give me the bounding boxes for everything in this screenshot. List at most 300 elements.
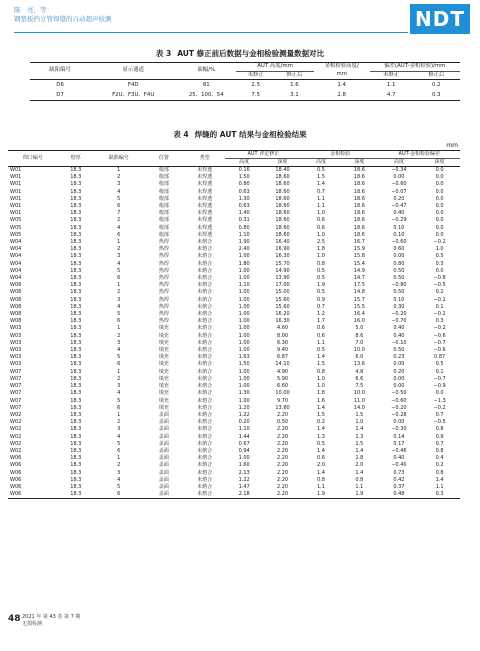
t4-cell-aut-height: 1.00: [238, 368, 250, 375]
t4-cell-aut-depth: 6.87: [276, 354, 289, 361]
t4-cell-position: 盖面: [158, 411, 169, 418]
t4-cell-met-depth: 1.4: [355, 426, 364, 433]
t4-cell-weld: W04: [10, 239, 22, 246]
t4-cell-defect: 6: [117, 275, 121, 282]
t4-cell-type: 未熔合: [197, 339, 213, 346]
t4-cell-thickness: 18.3: [70, 419, 82, 426]
t4-cell-type: 未熔合: [197, 469, 213, 476]
t4-cell-aut-depth: 18.60: [275, 203, 290, 210]
t4-cell-defect: 3: [117, 426, 121, 433]
t4-header-position: 位置: [144, 151, 185, 167]
t4-cell-aut-height: 1.22: [238, 476, 250, 483]
t4-cell-aut-depth: 18.60: [275, 217, 290, 224]
t4-cell-aut-height: 1.00: [238, 296, 250, 303]
table-row: [8, 289, 460, 296]
t4-cell-weld: W03: [10, 354, 22, 361]
t4-cell-defect: 5: [117, 483, 121, 490]
t3-header-mm: mm: [314, 71, 370, 80]
t4-cell-dev-height: 0.10: [393, 224, 405, 231]
t3-header-after: 修正后: [275, 71, 314, 80]
t4-cell-weld: W04: [10, 246, 22, 253]
t4-cell-dev-depth: −0.8: [433, 275, 446, 282]
t4-cell-type: 未熔合: [197, 347, 213, 354]
t4-header-depth-3: 深度: [419, 159, 460, 167]
t4-cell-met-depth: 1.1: [355, 483, 364, 490]
t4-cell-thickness: 18.3: [70, 397, 82, 404]
t4-cell-aut-depth: 16.20: [275, 311, 290, 318]
t4-cell-position: 盖面: [144, 491, 185, 499]
t4-cell-position: 填充: [158, 339, 169, 346]
t4-cell-aut-height: 1.00: [238, 267, 250, 274]
t4-cell-dev-height: −0.70: [391, 318, 407, 325]
table-row: [8, 203, 460, 210]
t4-cell-thickness: 18.3: [70, 325, 82, 332]
t4-cell-type: 未熔合: [197, 426, 213, 433]
t4-cell-weld: W01: [10, 174, 22, 181]
t4-cell-dev-depth: 0.7: [435, 440, 444, 447]
t4-cell-weld: W06: [8, 491, 58, 499]
t4-cell-met-depth: 1.4: [355, 447, 364, 454]
t4-cell-defect: 5: [117, 354, 121, 361]
t4-cell-position: 填充: [158, 347, 169, 354]
t4-cell-dev-height: 0.00: [393, 174, 405, 181]
t4-cell-met-height: 1.0: [316, 375, 325, 382]
t4-cell-met-height: 0.7: [316, 188, 325, 195]
journal-name: 无损检测: [22, 621, 43, 627]
t4-header-defect: 缺陷编号: [94, 151, 144, 167]
table-row: [8, 246, 460, 253]
t4-cell-dev-height: 0.17: [393, 440, 405, 447]
t4-cell-aut-height: 1.20: [238, 404, 250, 411]
t4-cell-aut-height: 1.00: [238, 318, 250, 325]
t4-cell-type: 未熔合: [197, 260, 213, 267]
t4-cell-met-height: 0.5: [316, 347, 325, 354]
t4-cell-weld: W02: [10, 411, 22, 418]
t4-cell-thickness: 18.3: [70, 411, 82, 418]
t4-cell-aut-height: 1.40: [238, 210, 250, 217]
t4-cell-dev-depth: −0.2: [433, 404, 446, 411]
t4-cell-weld: W03: [10, 361, 22, 368]
t4-cell-position: 填充: [158, 390, 169, 397]
t4-cell-defect: 6: [117, 404, 121, 411]
t4-cell-aut-height: 1.10: [238, 426, 250, 433]
t4-cell-aut-depth: 2.20: [276, 469, 289, 476]
t4-cell-type: 未熔合: [197, 289, 213, 296]
t4-cell-met-height: 1.4: [316, 404, 325, 411]
t4-cell-aut-depth: 2.20: [276, 483, 289, 490]
t4-cell-weld: W02: [10, 419, 22, 426]
t4-cell-weld: W07: [10, 390, 22, 397]
t4-cell-thickness: 18.3: [70, 347, 82, 354]
t4-cell-met-depth: 15.7: [353, 296, 365, 303]
t4-cell-dev-height: −0.60: [391, 181, 407, 188]
t4-cell-aut-depth: 16.30: [275, 318, 290, 325]
t4-cell-type: 未熔合: [197, 303, 213, 310]
t4-cell-position: 热焊: [158, 239, 169, 246]
t4-cell-defect: 3: [117, 383, 121, 390]
table4-title: 焊缝的 AUT 结果与金相检验结果: [194, 130, 307, 139]
t4-cell-weld: W05: [10, 231, 22, 238]
t4-cell-type: 未熔合: [184, 491, 225, 499]
header-rule: [14, 32, 408, 33]
table-row: [8, 232, 460, 239]
t4-cell-met-height: 1.4: [316, 447, 325, 454]
t4-cell-dev-depth: 0.0: [435, 188, 444, 195]
t4-cell-met-depth: 1.8: [355, 455, 364, 462]
table-row: [8, 311, 460, 318]
t4-cell-position: 热焊: [158, 260, 169, 267]
t4-cell-dev-depth: 0.3: [435, 260, 444, 267]
t4-cell-dev-height: 0.30: [393, 303, 405, 310]
t4-cell-thickness: 18.3: [70, 253, 82, 260]
t4-cell-thickness: 18.3: [70, 203, 82, 210]
t4-header-height-2: 高度: [302, 159, 340, 167]
t4-cell-dev-height: 0.00: [393, 375, 405, 382]
t3-cell-id: D7: [30, 90, 90, 101]
t4-cell-type: 未熔合: [197, 419, 213, 426]
table4-number: 表 4: [173, 130, 189, 139]
t4-cell-position: 填充: [158, 368, 169, 375]
t3-cell-channel: F4D: [127, 82, 139, 88]
t4-cell-position: 填充: [158, 332, 169, 339]
t4-cell-defect: 4: [117, 347, 121, 354]
t4-cell-defect: 3: [117, 181, 121, 188]
t4-cell-dev-depth: 0.0: [435, 174, 444, 181]
t4-cell-dev-height: −0.20: [391, 404, 407, 411]
t3-cell-fl: 25、100、54: [176, 90, 236, 101]
t4-cell-dev-height: −0.47: [391, 203, 407, 210]
t4-cell-aut-height: 1.00: [238, 397, 250, 404]
t3-cell-v3: 1.4: [337, 82, 346, 88]
t4-cell-defect: 1: [117, 455, 121, 462]
t4-cell-aut-depth: 18.60: [275, 231, 290, 238]
t4-cell-dev-depth: 0.3: [435, 318, 444, 325]
t4-cell-aut-depth: 18.60: [275, 210, 290, 217]
t4-cell-met-depth: 4.8: [355, 368, 364, 375]
t4-cell-aut-height: 0.80: [238, 224, 250, 231]
t4-cell-defect: 1: [117, 239, 121, 246]
t4-cell-aut-height: 1.00: [238, 332, 250, 339]
table4-unit: mm: [446, 142, 458, 149]
t4-cell-thickness: 18.3: [70, 188, 82, 195]
t4-cell-position: 热焊: [158, 303, 169, 310]
t4-cell-dev-depth: −0.2: [433, 239, 446, 246]
table-row: [8, 426, 460, 433]
t4-cell-dev-depth: −0.1: [433, 296, 446, 303]
t4-cell-met-depth: 18.6: [353, 203, 365, 210]
t4-cell-defect: 2: [117, 174, 121, 181]
t4-cell-type: 未熔合: [197, 404, 213, 411]
t4-cell-position: 填充: [158, 325, 169, 332]
t4-cell-aut-depth: 18.60: [275, 188, 290, 195]
t4-cell-met-depth: 0.8: [355, 476, 364, 483]
t4-cell-aut-depth: 14.10: [275, 361, 290, 368]
t4-cell-dev-depth: 1.4: [435, 476, 444, 483]
t4-cell-aut-height: 0.94: [238, 447, 250, 454]
t4-cell-type: 未熔合: [197, 296, 213, 303]
t4-cell-thickness: 18.3: [70, 404, 82, 411]
t4-cell-met-depth: 6.6: [355, 375, 364, 382]
table4-body: [8, 167, 460, 499]
t4-cell-aut-depth: 2.20: [276, 440, 289, 447]
t4-cell-dev-height: −0.34: [391, 167, 407, 173]
t4-cell-dev-depth: 0.0: [435, 203, 444, 210]
t4-cell-dev-depth: 0.0: [435, 267, 444, 274]
t4-cell-thickness: 18.3: [70, 447, 82, 454]
t4-cell-defect: 4: [117, 433, 121, 440]
t4-cell-met-height: 2.5: [316, 239, 325, 246]
t4-cell-aut-height: 2.18: [225, 491, 263, 499]
t4-cell-dev-depth: −0.5: [433, 282, 446, 289]
t4-cell-met-depth: 1.5: [355, 411, 364, 418]
t4-cell-met-height: 1.4: [316, 426, 325, 433]
t4-cell-weld: W08: [10, 296, 22, 303]
t4-cell-dev-depth: −0.2: [433, 325, 446, 332]
table-row: [8, 491, 460, 499]
t4-cell-aut-height: 1.00: [238, 383, 250, 390]
t4-cell-position: 盖面: [158, 469, 169, 476]
t4-cell-dev-height: 0.10: [393, 296, 405, 303]
t4-cell-defect: 6: [117, 361, 121, 368]
t4-cell-position: 热焊: [158, 289, 169, 296]
t3-header-metallo: 金相检验高度/: [314, 63, 370, 72]
t4-cell-met-depth: 1.3: [355, 433, 364, 440]
t4-cell-dev-height: −0.50: [391, 390, 407, 397]
t4-cell-weld: W01: [10, 167, 22, 173]
t4-cell-met-depth: 18.6: [353, 181, 365, 188]
t4-cell-met-height: 0.6: [316, 224, 325, 231]
t4-cell-thickness: 18.3: [70, 332, 82, 339]
t4-cell-dev-height: −0.30: [391, 426, 407, 433]
t4-cell-position: 根部: [158, 217, 169, 224]
t4-cell-met-depth: 10.0: [353, 390, 365, 397]
t4-cell-weld: W01: [10, 203, 22, 210]
t4-cell-type: 未熔合: [197, 383, 213, 390]
t4-cell-position: 根部: [158, 167, 169, 173]
t4-cell-weld: W06: [10, 455, 22, 462]
t4-cell-aut-depth: 6.60: [276, 383, 289, 390]
t4-cell-weld: W02: [10, 426, 22, 433]
t4-cell-aut-depth: 14.90: [275, 267, 290, 274]
t4-cell-dev-depth: 0.0: [435, 224, 444, 231]
t4-cell-dev-depth: −0.2: [433, 311, 446, 318]
t4-cell-type: 未熔合: [197, 397, 213, 404]
table-row: [8, 398, 460, 405]
t4-cell-dev-height: 0.50: [393, 289, 405, 296]
t4-cell-dev-height: −0.20: [391, 311, 407, 318]
t4-cell-type: 未焊透: [197, 203, 213, 210]
t4-cell-dev-depth: −0.7: [433, 339, 446, 346]
t4-cell-thickness: 18.3: [70, 440, 82, 447]
t4-cell-met-depth: 1.0: [355, 419, 364, 426]
t4-cell-dev-depth: 0.8: [435, 469, 444, 476]
t4-cell-dev-depth: −0.5: [433, 419, 446, 426]
t4-cell-met-depth: 7.0: [355, 339, 364, 346]
t4-cell-met-depth: 7.5: [355, 383, 364, 390]
t4-cell-thickness: 18.3: [70, 195, 82, 202]
t4-cell-aut-depth: 2.20: [276, 462, 289, 469]
t4-header-height-1: 高度: [225, 159, 263, 167]
t4-cell-met-height: 0.6: [316, 217, 325, 224]
t4-cell-met-height: 1.0: [316, 210, 325, 217]
t4-cell-dev-height: −0.60: [391, 239, 407, 246]
t4-cell-weld: W05: [10, 224, 22, 231]
ndt-logo: NDT: [410, 4, 470, 34]
t4-cell-dev-depth: 0.9: [435, 433, 444, 440]
t4-cell-met-depth: 18.6: [353, 231, 365, 238]
t4-cell-met-depth: 18.6: [353, 210, 365, 217]
t4-cell-met-height: 1.0: [316, 383, 325, 390]
page-number: 48: [8, 614, 21, 624]
t4-cell-aut-depth: 18.40: [275, 167, 290, 173]
t4-cell-met-depth: 14.0: [353, 404, 365, 411]
table-row: [8, 167, 460, 175]
table4-caption: [0, 129, 480, 140]
t4-cell-position: 填充: [158, 354, 169, 361]
t4-cell-aut-height: 1.00: [238, 325, 250, 332]
t4-cell-dev-height: 0.42: [393, 476, 405, 483]
t4-cell-aut-height: 0.80: [238, 181, 250, 188]
t4-cell-weld: W07: [10, 383, 22, 390]
t4-cell-met-depth: 15.9: [353, 246, 365, 253]
t4-cell-type: 未熔合: [197, 275, 213, 282]
t4-cell-defect: 6: [117, 203, 121, 210]
t4-cell-met-depth: 15.4: [353, 260, 365, 267]
table-row: [8, 253, 460, 260]
t4-cell-defect: 4: [117, 390, 121, 397]
t4-cell-thickness: 18.3: [70, 181, 82, 188]
t4-cell-defect: 5: [117, 195, 121, 202]
t4-cell-aut-depth: 15.60: [275, 296, 290, 303]
t4-cell-aut-height: 1.00: [238, 275, 250, 282]
t4-cell-weld: W06: [10, 462, 22, 469]
t4-cell-met-height: 0.7: [316, 303, 325, 310]
t4-cell-aut-height: 1.00: [238, 347, 250, 354]
t4-cell-defect: 7: [117, 210, 121, 217]
table-row: [8, 412, 460, 419]
t3-header-defect-no: 缺陷编号: [30, 63, 90, 80]
table-row: [8, 390, 460, 397]
t4-cell-aut-height: 1.50: [238, 174, 250, 181]
t4-cell-type: 未熔合: [197, 253, 213, 260]
t4-cell-dev-height: 0.00: [393, 419, 405, 426]
t4-cell-aut-height: 1.50: [238, 361, 250, 368]
t4-cell-weld: W03: [10, 332, 22, 339]
t4-cell-type: 未焊透: [197, 188, 213, 195]
t4-cell-met-depth: 14.8: [353, 289, 365, 296]
t4-cell-met-height: 0.6: [316, 325, 325, 332]
t4-cell-dev-height: 0.50: [393, 275, 405, 282]
t4-cell-met-height: 1.0: [316, 253, 325, 260]
t4-cell-type: 未焊透: [197, 210, 213, 217]
t4-cell-aut-depth: 13.90: [275, 275, 290, 282]
t4-cell-dev-depth: 0.5: [435, 253, 444, 260]
t4-cell-defect: 6: [94, 491, 144, 499]
t3-header-before: 未修正: [236, 71, 275, 80]
t4-cell-met-depth: 8.6: [355, 332, 364, 339]
t4-cell-met-depth: 1.4: [355, 469, 364, 476]
t4-cell-aut-depth: 8.00: [276, 332, 289, 339]
t4-cell-defect: 1: [117, 167, 121, 173]
t4-cell-dev-height: 0.40: [393, 455, 405, 462]
t4-cell-aut-depth: 15.00: [275, 289, 290, 296]
t4-cell-thickness: 18.3: [70, 375, 82, 382]
t4-cell-aut-depth: 10.00: [275, 390, 290, 397]
t4-cell-defect: 6: [117, 318, 121, 325]
t4-cell-aut-height: 0.20: [238, 419, 250, 426]
t4-cell-dev-height: −0.28: [391, 411, 407, 418]
t4-cell-aut-depth: 2.20: [276, 476, 289, 483]
table-row: [8, 174, 460, 181]
t4-cell-weld: W05: [10, 217, 22, 224]
table-row: [30, 90, 460, 101]
t4-cell-weld: W03: [10, 325, 22, 332]
table-row: [8, 470, 460, 477]
t4-cell-position: 根部: [158, 224, 169, 231]
table-row: [8, 405, 460, 412]
t4-cell-met-height: 1.7: [316, 318, 325, 325]
t4-cell-defect: 2: [117, 375, 121, 382]
t4-cell-aut-depth: 15.70: [275, 260, 290, 267]
t4-cell-thickness: 18.3: [70, 390, 82, 397]
t4-cell-aut-depth: 2.20: [276, 426, 289, 433]
t4-cell-aut-height: 1.10: [238, 231, 250, 238]
t4-cell-aut-depth: 18.60: [275, 224, 290, 231]
t4-cell-thickness: 18.3: [70, 267, 82, 274]
t4-cell-dev-depth: 0.0: [435, 210, 444, 217]
t4-cell-weld: W04: [10, 253, 22, 260]
t4-cell-thickness: 18.3: [58, 491, 94, 499]
t4-cell-type: 未熔合: [197, 462, 213, 469]
table-row: [8, 189, 460, 196]
t4-cell-aut-depth: 2.20: [263, 491, 301, 499]
t4-cell-thickness: 18.3: [70, 426, 82, 433]
t4-cell-aut-height: 1.60: [238, 462, 250, 469]
t3-cell-v4: 4.7: [370, 90, 413, 101]
t4-cell-dev-depth: 0.8: [435, 426, 444, 433]
t4-cell-defect: 4: [117, 303, 121, 310]
t4-cell-dev-height: 0.14: [393, 433, 405, 440]
t4-cell-position: 根部: [158, 203, 169, 210]
t4-cell-aut-height: 2.13: [238, 469, 250, 476]
t4-cell-dev-height: 0.50: [393, 347, 405, 354]
t4-cell-met-height: 0.5: [316, 267, 325, 274]
t4-cell-met-height: 1.5: [316, 174, 325, 181]
t4-cell-defect: 3: [117, 339, 121, 346]
t4-cell-met-depth: 2.0: [355, 462, 364, 469]
t4-cell-defect: 4: [117, 224, 121, 231]
t4-cell-defect: 5: [117, 397, 121, 404]
t4-cell-aut-height: 1.00: [238, 311, 250, 318]
t4-cell-met-height: 1.6: [316, 397, 325, 404]
t4-cell-type: 未熔合: [197, 375, 213, 382]
t4-cell-position: 填充: [158, 361, 169, 368]
t4-cell-weld: W07: [10, 368, 22, 375]
t4-cell-met-height: 0.5: [316, 275, 325, 282]
t4-cell-dev-depth: −0.7: [433, 375, 446, 382]
t4-cell-aut-depth: 2.20: [276, 455, 289, 462]
t4-cell-weld: W07: [10, 375, 22, 382]
t4-cell-defect: 1: [117, 411, 121, 418]
t4-cell-met-height: 1.4: [316, 354, 325, 361]
t4-cell-thickness: 18.3: [70, 282, 82, 289]
t4-cell-aut-height: 1.00: [238, 339, 250, 346]
table-row: [8, 275, 460, 282]
table-row: [8, 210, 460, 217]
t3-cell-v3: 2.8: [314, 90, 370, 101]
t4-cell-dev-height: 0.37: [393, 483, 405, 490]
t4-cell-defect: 3: [117, 296, 121, 303]
